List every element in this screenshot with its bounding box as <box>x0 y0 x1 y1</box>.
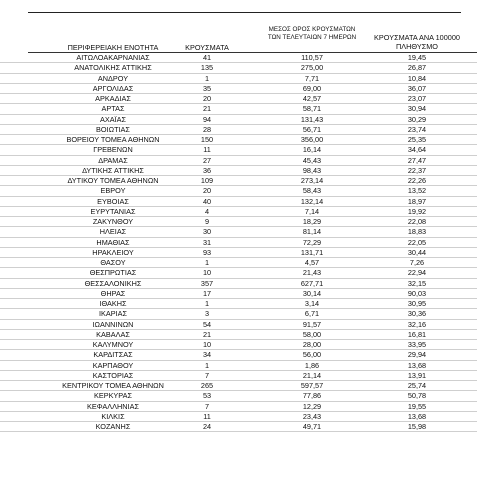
table-row <box>0 135 477 145</box>
header-avg-line1: ΜΕΣΟΣ ΟΡΟΣ ΚΡΟΥΣΜΑΤΩΝ <box>268 26 356 33</box>
table-row <box>0 309 477 319</box>
cases-cell: 17 <box>202 288 212 298</box>
table-row <box>0 53 477 63</box>
region-name-cell: ΕΥΒΟΙΑΣ <box>97 196 129 206</box>
region-name-cell: ΘΑΣΟΥ <box>100 258 126 267</box>
cases-per-100k-cell: 15,98 <box>407 422 427 431</box>
region-name-cell: ΚΟΖΑΝΗΣ <box>95 422 131 431</box>
cases-cell: 1 <box>204 73 210 83</box>
table-row <box>0 350 477 360</box>
table-row <box>0 197 477 207</box>
cases-per-100k-cell: 36,07 <box>407 83 427 93</box>
region-name-cell: ΑΡΓΟΛΙΔΑΣ <box>92 83 134 93</box>
cases-per-100k-cell: 13,68 <box>407 411 427 421</box>
cases-cell: 7 <box>204 401 210 411</box>
table-row <box>0 186 477 196</box>
seven-day-average-cell: 56,71 <box>302 124 322 134</box>
region-name-cell: ΘΕΣΣΑΛΟΝΙΚΗΣ <box>84 278 142 288</box>
region-name-cell: ΘΕΣΠΡΩΤΙΑΣ <box>89 268 137 278</box>
region-name-cell: ΒΟΡΕΙΟΥ ΤΟΜΕΑ ΑΘΗΝΩΝ <box>66 135 160 144</box>
seven-day-average-cell: 356,00 <box>300 135 324 144</box>
cases-per-100k-cell: 30,44 <box>407 247 427 257</box>
seven-day-average-cell: 58,71 <box>302 104 322 114</box>
cases-per-100k-cell: 7,26 <box>409 258 425 267</box>
seven-day-average-cell: 56,00 <box>302 350 322 360</box>
cases-cell: 1 <box>204 360 210 370</box>
table-row <box>0 422 477 432</box>
region-name-cell: ΚΕΝΤΡΙΚΟΥ ΤΟΜΕΑ ΑΘΗΝΩΝ <box>62 381 164 390</box>
table-row <box>0 94 477 104</box>
seven-day-average-cell: 72,29 <box>302 237 322 247</box>
cases-per-100k-cell: 22,26 <box>407 176 427 185</box>
cases-per-100k-cell: 22,08 <box>407 217 427 226</box>
region-name-cell: ΚΑΣΤΟΡΙΑΣ <box>92 370 134 380</box>
table-row <box>0 371 477 381</box>
cases-per-100k-cell: 16,81 <box>407 329 427 339</box>
cases-cell: 54 <box>202 319 212 329</box>
table-row <box>0 330 477 340</box>
region-name-cell: ΖΑΚΥΝΘΟΥ <box>92 217 134 226</box>
cases-per-100k-cell: 29,94 <box>407 350 427 360</box>
region-name-cell: ΒΟΙΩΤΙΑΣ <box>96 124 130 134</box>
cases-cell: 93 <box>202 247 212 257</box>
region-name-cell: ΔΡΑΜΑΣ <box>98 155 128 165</box>
cases-cell: 265 <box>200 381 214 390</box>
header-region: ΠΕΡΙΦΕΡΕΙΑΚΗ ΕΝΟΤΗΤΑ <box>67 43 159 52</box>
seven-day-average-cell: 45,43 <box>302 155 322 165</box>
table-row <box>0 207 477 217</box>
seven-day-average-cell: 7,71 <box>304 73 320 83</box>
cases-table <box>0 53 477 432</box>
seven-day-average-cell: 627,71 <box>300 278 324 288</box>
table-row <box>0 84 477 94</box>
cases-cell: 11 <box>203 145 211 155</box>
table-row <box>0 299 477 309</box>
table-row <box>0 217 477 227</box>
cases-per-100k-cell: 22,37 <box>407 165 427 175</box>
table-row <box>0 391 477 401</box>
table-row <box>0 176 477 186</box>
region-name-cell: ΚΙΛΚΙΣ <box>101 411 125 421</box>
region-name-cell: ΚΑΡΠΑΘΟΥ <box>92 360 134 370</box>
table-row <box>0 156 477 166</box>
region-name-cell: ΔΥΤΙΚΗΣ ΑΤΤΙΚΗΣ <box>82 165 144 175</box>
cases-per-100k-cell: 10,84 <box>407 73 427 83</box>
region-name-cell: ΘΗΡΑΣ <box>100 288 126 298</box>
seven-day-average-cell: 69,00 <box>302 83 322 93</box>
cases-cell: 4 <box>204 206 210 216</box>
cases-per-100k-cell: 30,29 <box>407 114 427 124</box>
cases-cell: 28 <box>202 124 212 134</box>
table-row <box>0 258 477 268</box>
region-name-cell: ΗΜΑΘΙΑΣ <box>96 237 130 247</box>
table-row <box>0 104 477 114</box>
cases-cell: 41 <box>202 53 212 62</box>
cases-cell: 21 <box>202 329 212 339</box>
region-name-cell: ΙΘΑΚΗΣ <box>99 299 127 308</box>
table-row <box>0 279 477 289</box>
cases-cell: 35 <box>202 83 212 93</box>
cases-cell: 21 <box>202 104 212 114</box>
region-name-cell: ΑΧΑΪΑΣ <box>99 114 126 124</box>
cases-per-100k-cell: 22,05 <box>407 237 427 247</box>
seven-day-average-cell: 58,43 <box>302 186 322 196</box>
cases-cell: 24 <box>202 422 212 431</box>
cases-per-100k-cell: 25,35 <box>407 135 427 144</box>
header-cases: ΚΡΟΥΣΜΑΤΑ <box>185 43 229 52</box>
table-row <box>0 361 477 371</box>
table-row <box>0 289 477 299</box>
table-row <box>0 125 477 135</box>
cases-cell: 7 <box>204 370 210 380</box>
seven-day-average-cell: 77,86 <box>302 391 322 401</box>
seven-day-average-cell: 28,00 <box>302 340 322 349</box>
region-name-cell: ΔΥΤΙΚΟΥ ΤΟΜΕΑ ΑΘΗΝΩΝ <box>67 176 159 185</box>
region-name-cell: ΚΕΡΚΥΡΑΣ <box>93 391 133 401</box>
cases-per-100k-cell: 13,91 <box>407 370 427 380</box>
seven-day-average-cell: 42,57 <box>302 94 322 103</box>
cases-cell: 53 <box>202 391 212 401</box>
table-row <box>0 166 477 176</box>
table-row <box>0 340 477 350</box>
cases-per-100k-cell: 19,92 <box>407 206 427 216</box>
region-name-cell: ΓΡΕΒΕΝΩΝ <box>93 145 133 155</box>
cases-cell: 11 <box>203 411 211 421</box>
cases-per-100k-cell: 30,36 <box>407 309 427 319</box>
region-name-cell: ΚΑΒΑΛΑΣ <box>96 329 130 339</box>
cases-cell: 94 <box>202 114 212 124</box>
cases-cell: 30 <box>202 227 212 237</box>
cases-per-100k-cell: 23,07 <box>407 94 427 103</box>
header-cases-per-100k <box>362 33 472 51</box>
cases-cell: 36 <box>202 165 212 175</box>
cases-per-100k-cell: 50,78 <box>407 391 427 401</box>
cases-cell: 10 <box>202 268 212 278</box>
seven-day-average-cell: 3,14 <box>304 299 320 308</box>
cases-per-100k-cell: 18,83 <box>407 227 427 237</box>
seven-day-average-cell: 81,14 <box>302 227 322 237</box>
table-row <box>0 402 477 412</box>
cases-cell: 357 <box>200 278 214 288</box>
top-border-line <box>28 12 461 13</box>
table-row <box>0 63 477 73</box>
cases-per-100k-cell: 25,74 <box>407 381 427 390</box>
cases-cell: 10 <box>202 340 212 349</box>
seven-day-average-cell: 21,43 <box>302 268 322 278</box>
cases-per-100k-cell: 30,95 <box>407 299 427 308</box>
seven-day-average-cell: 91,57 <box>302 319 322 329</box>
seven-day-average-cell: 30,14 <box>302 288 322 298</box>
cases-per-100k-cell: 23,74 <box>407 124 427 134</box>
cases-cell: 150 <box>200 135 214 144</box>
cases-cell: 27 <box>202 155 212 165</box>
table-row <box>0 268 477 278</box>
cases-per-100k-cell: 32,16 <box>407 319 427 329</box>
seven-day-average-cell: 132,14 <box>300 196 324 206</box>
table-row <box>0 115 477 125</box>
cases-per-100k-cell: 33,95 <box>407 340 427 349</box>
cases-per-100k-cell: 27,47 <box>407 155 427 165</box>
region-name-cell: ΕΥΡΥΤΑΝΙΑΣ <box>90 206 136 216</box>
cases-cell: 20 <box>202 94 212 103</box>
table-row <box>0 227 477 237</box>
cases-per-100k-cell: 13,68 <box>407 360 427 370</box>
region-name-cell: ΚΑΡΔΙΤΣΑΣ <box>93 350 133 360</box>
cases-cell: 3 <box>204 309 210 319</box>
header-per-line1: ΚΡΟΥΣΜΑΤΑ ΑΝΑ 100000 <box>374 33 460 42</box>
seven-day-average-cell: 275,00 <box>300 63 324 73</box>
region-name-cell: ΙΚΑΡΙΑΣ <box>98 309 128 319</box>
seven-day-average-cell: 6,71 <box>304 309 320 319</box>
seven-day-average-cell: 21,14 <box>302 370 322 380</box>
table-row <box>0 248 477 258</box>
cases-per-100k-cell: 90,03 <box>407 288 427 298</box>
cases-per-100k-cell: 26,87 <box>407 63 427 73</box>
seven-day-average-cell: 23,43 <box>302 411 322 421</box>
seven-day-average-cell: 131,43 <box>300 114 324 124</box>
region-name-cell: ΑΙΤΩΛΟΑΚΑΡΝΑΝΙΑΣ <box>76 53 150 62</box>
seven-day-average-cell: 1,86 <box>304 360 320 370</box>
cases-per-100k-cell: 13,52 <box>407 186 427 196</box>
cases-per-100k-cell: 18,97 <box>407 196 427 206</box>
region-name-cell: ΙΩΑΝΝΙΝΩΝ <box>92 319 134 329</box>
seven-day-average-cell: 16,14 <box>302 145 322 155</box>
region-name-cell: ΗΡΑΚΛΕΙΟΥ <box>92 247 134 257</box>
table-row <box>0 145 477 155</box>
header-seven-day-average <box>260 26 364 42</box>
cases-per-100k-cell: 30,94 <box>407 104 427 114</box>
cases-per-100k-cell: 22,94 <box>407 268 427 278</box>
cases-cell: 40 <box>202 196 212 206</box>
cases-cell: 1 <box>204 299 210 308</box>
seven-day-average-cell: 110,57 <box>301 53 323 62</box>
header-avg-line2: ΤΩΝ ΤΕΛΕΥΤΑΙΩΝ 7 ΗΜΕΡΩΝ <box>267 34 357 41</box>
seven-day-average-cell: 12,29 <box>302 401 322 411</box>
region-name-cell: ΚΕΦΑΛΛΗΝΙΑΣ <box>87 401 139 411</box>
cases-per-100k-cell: 32,15 <box>407 278 427 288</box>
region-name-cell: ΚΑΛΥΜΝΟΥ <box>92 340 134 349</box>
cases-per-100k-cell: 34,64 <box>407 145 427 155</box>
seven-day-average-cell: 273,14 <box>300 176 324 185</box>
cases-cell: 9 <box>204 217 210 226</box>
seven-day-average-cell: 4,57 <box>304 258 320 267</box>
table-row <box>0 74 477 84</box>
cases-cell: 109 <box>200 176 214 185</box>
seven-day-average-cell: 597,57 <box>300 381 324 390</box>
header-per-line2: ΠΛΗΘΥΣΜΟ <box>396 42 438 51</box>
seven-day-average-cell: 98,43 <box>302 165 322 175</box>
region-name-cell: ΑΝΑΤΟΛΙΚΗΣ ΑΤΤΙΚΗΣ <box>74 63 152 73</box>
cases-per-100k-cell: 19,45 <box>407 53 427 62</box>
table-row <box>0 381 477 391</box>
cases-cell: 135 <box>200 63 214 73</box>
region-name-cell: ΑΝΔΡΟΥ <box>97 73 129 83</box>
cases-cell: 34 <box>202 350 212 360</box>
seven-day-average-cell: 131,71 <box>300 247 324 257</box>
table-row <box>0 412 477 422</box>
seven-day-average-cell: 7,14 <box>304 206 320 216</box>
region-name-cell: ΕΒΡΟΥ <box>100 186 126 196</box>
cases-per-100k-cell: 19,55 <box>407 401 427 411</box>
seven-day-average-cell: 18,29 <box>302 217 322 226</box>
cases-cell: 31 <box>202 237 212 247</box>
seven-day-average-cell: 49,71 <box>302 422 322 431</box>
table-row <box>0 320 477 330</box>
seven-day-average-cell: 58,00 <box>302 329 322 339</box>
cases-cell: 1 <box>204 258 210 267</box>
region-name-cell: ΑΡΤΑΣ <box>101 104 125 114</box>
cases-cell: 20 <box>202 186 212 196</box>
table-row <box>0 238 477 248</box>
region-name-cell: ΑΡΚΑΔΙΑΣ <box>95 94 131 103</box>
region-name-cell: ΗΛΕΙΑΣ <box>99 227 127 237</box>
